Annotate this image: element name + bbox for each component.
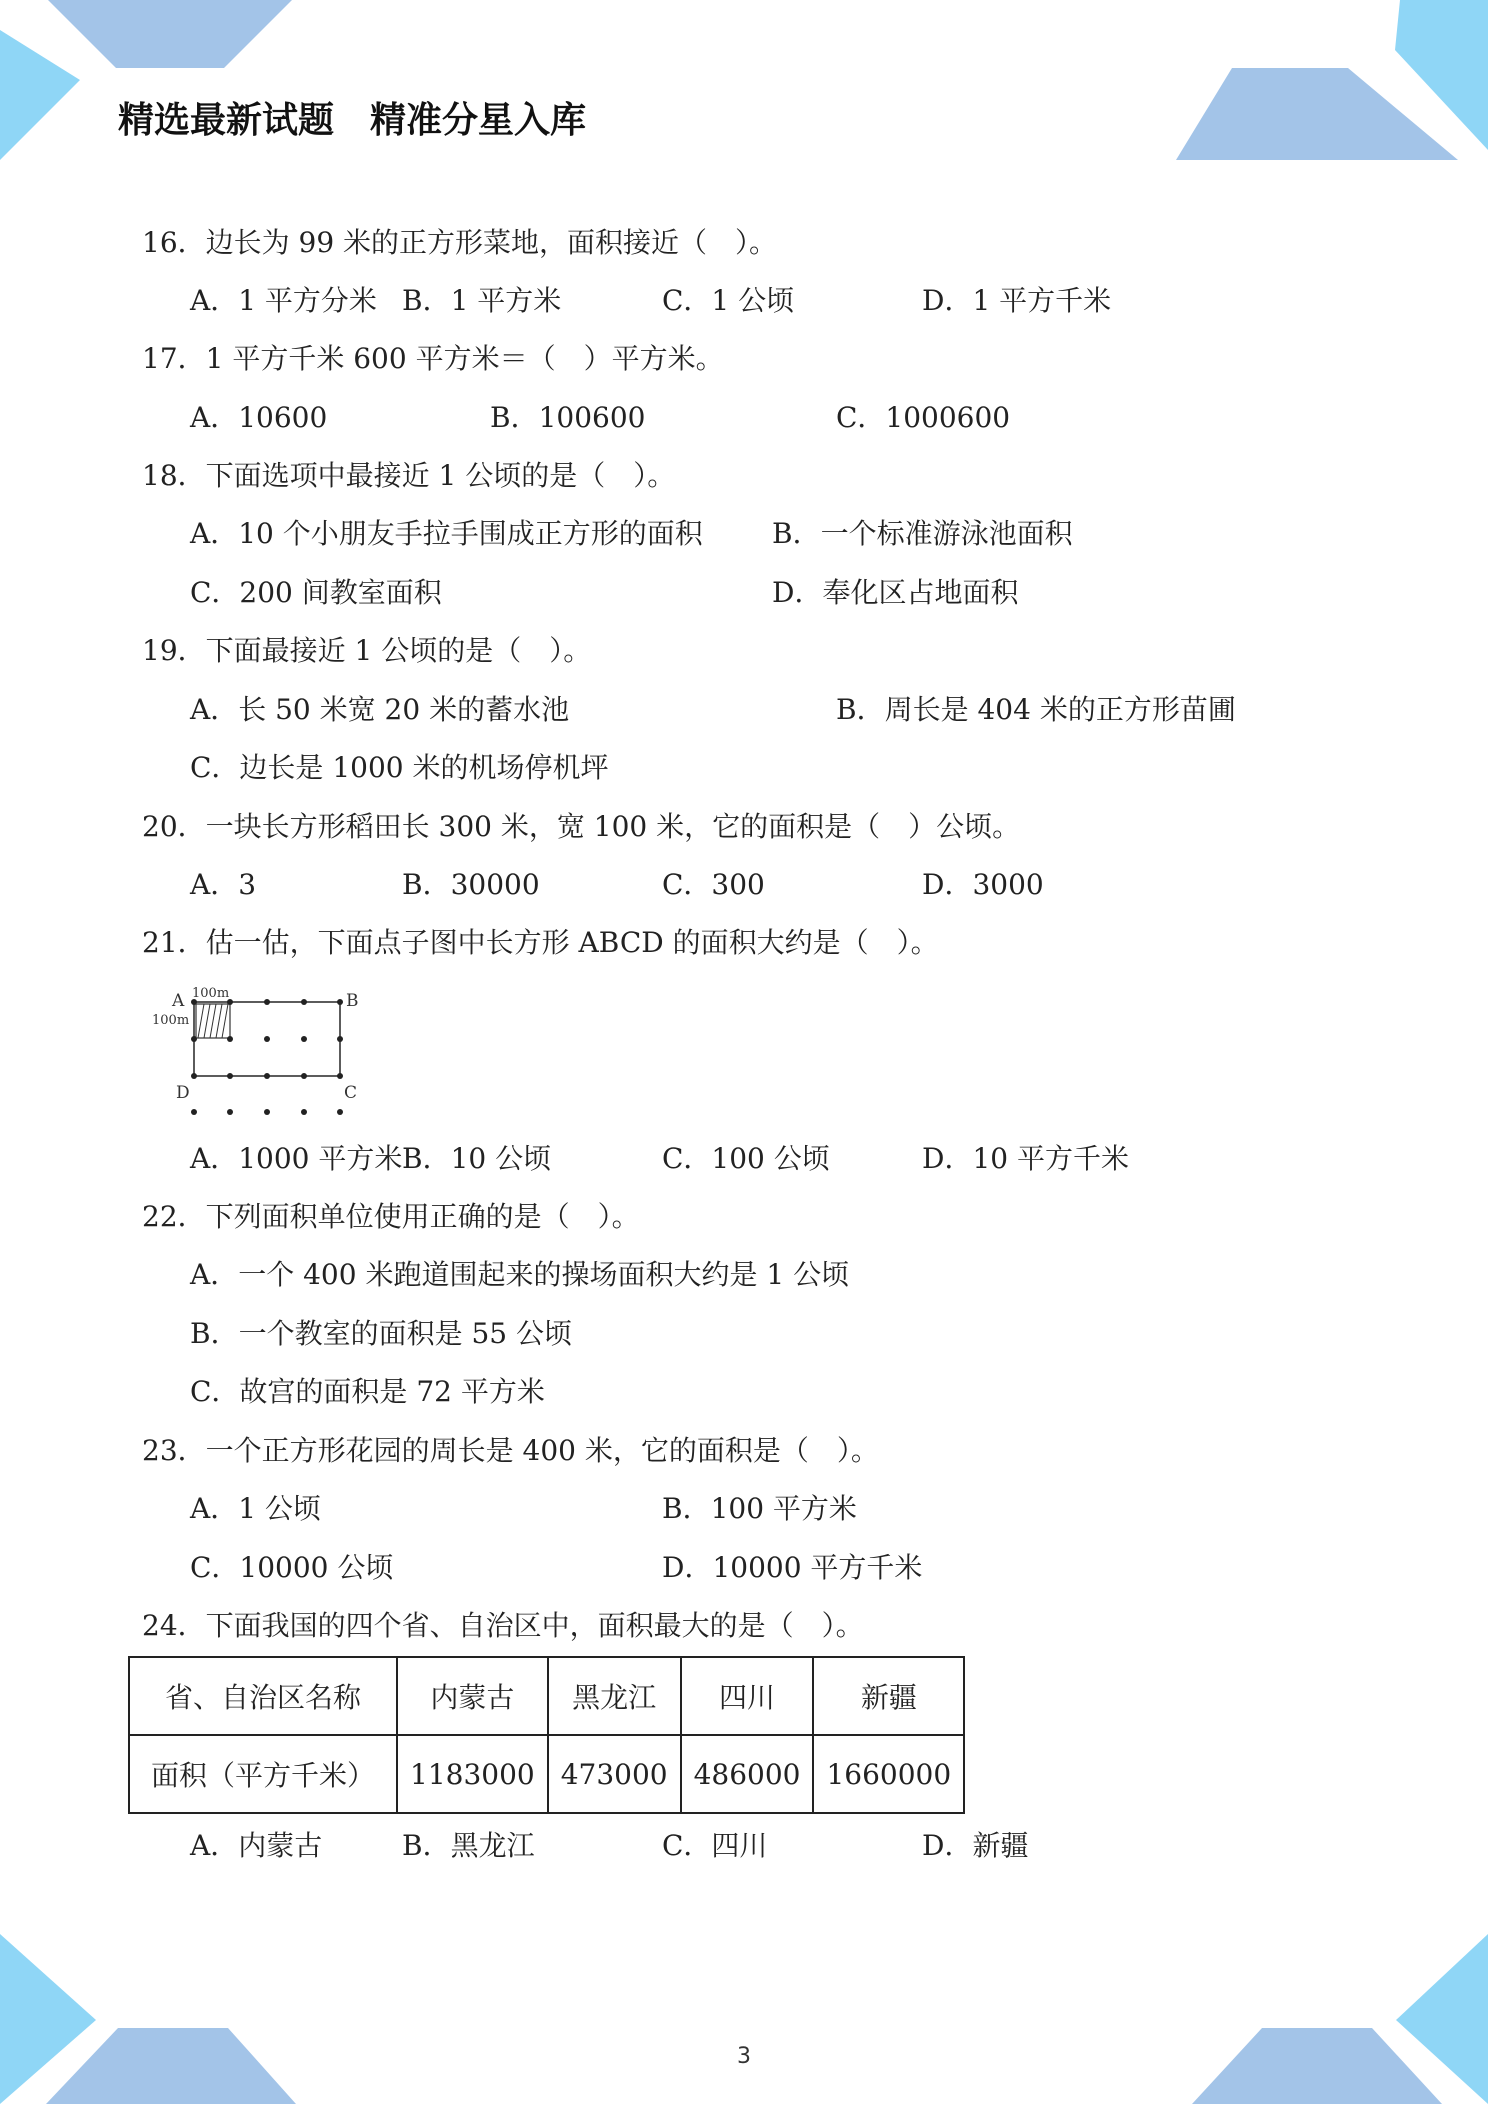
q23-option-c: C．10000 公顷 (190, 1551, 394, 1584)
q24-option-d: D．新疆 (922, 1829, 1029, 1862)
q17-option-a: A．10600 (190, 401, 328, 434)
q24-option-c: C．四川 (662, 1829, 768, 1862)
question-22: 22．下列面积单位使用正确的是（ ）。 (142, 1200, 640, 1233)
q20-option-a: A．3 (190, 868, 257, 901)
q19-option-a: A．长 50 米宽 20 米的蓄水池 (190, 693, 570, 726)
question-23: 23．一个正方形花园的周长是 400 米，它的面积是（ ）。 (142, 1434, 879, 1467)
question-20: 20．一块长方形稻田长 300 米，宽 100 米，它的面积是（ ）公顷。 (142, 810, 1021, 843)
table-cell: 新疆 (813, 1657, 964, 1735)
trapezoid-top-right (1176, 68, 1458, 160)
label-b: B (346, 991, 359, 1011)
unit-square-hatching (198, 1004, 228, 1038)
question-21: 21．估一估，下面点子图中长方形 ABCD 的面积大约是（ ）。 (142, 926, 939, 959)
q18-option-d: D．奉化区占地面积 (772, 576, 1019, 609)
table-cell: 内蒙古 (397, 1657, 548, 1735)
q21-option-c: C．100 公顷 (662, 1142, 830, 1175)
label-a: A (172, 991, 185, 1011)
q23-option-a: A．1 公顷 (190, 1492, 321, 1525)
question-19: 19．下面最接近 1 公顷的是（ ）。 (142, 634, 592, 667)
q21-option-d: D．10 平方千米 (922, 1142, 1129, 1175)
table-cell: 省、自治区名称 (129, 1657, 397, 1735)
q21-option-a: A．1000 平方米 (190, 1142, 403, 1175)
table-cell: 面积（平方千米） (129, 1735, 397, 1813)
table-cell: 1183000 (397, 1735, 548, 1813)
q16-option-d: D．1 平方千米 (922, 284, 1112, 317)
q18-option-c: C．200 间教室面积 (190, 576, 442, 609)
q22-option-a: A．一个 400 米跑道围起来的操场面积大约是 1 公顷 (190, 1258, 850, 1291)
table-header-row (129, 1657, 964, 1735)
q17-option-b: B．100600 (490, 401, 646, 434)
q18-option-b: B．一个标准游泳池面积 (772, 517, 1073, 550)
q20-option-b: B．30000 (402, 868, 540, 901)
question-18: 18．下面选项中最接近 1 公顷的是（ ）。 (142, 459, 676, 492)
label-d: D (176, 1083, 190, 1103)
q19-option-c: C．边长是 1000 米的机场停机坪 (190, 751, 609, 784)
q16-option-a: A．1 平方分米 (190, 284, 377, 317)
q22-option-b: B．一个教室的面积是 55 公顷 (190, 1317, 573, 1350)
area-table (128, 1656, 965, 1814)
question-16: 16．边长为 99 米的正方形菜地，面积接近（ ）。 (142, 226, 778, 259)
label-left-100m: 100m (152, 1013, 190, 1028)
q24-option-b: B．黑龙江 (402, 1829, 535, 1862)
q19-option-b: B．周长是 404 米的正方形苗圃 (836, 693, 1236, 726)
table-cell: 1660000 (813, 1735, 964, 1813)
q16-option-c: C．1 公顷 (662, 284, 795, 317)
question-17: 17．1 平方千米 600 平方米＝（ ）平方米。 (142, 342, 724, 375)
header-title: 精选最新试题 精准分星入库 (118, 100, 587, 141)
q24-option-a: A．内蒙古 (190, 1829, 323, 1862)
label-c: C (344, 1083, 358, 1103)
table-cell: 四川 (681, 1657, 814, 1735)
trapezoid-top-left (48, 0, 292, 68)
q21-option-b: B．10 公顷 (402, 1142, 552, 1175)
table-cell: 黑龙江 (548, 1657, 681, 1735)
q20-option-d: D．3000 (922, 868, 1044, 901)
question-24: 24．下面我国的四个省、自治区中，面积最大的是（ ）。 (142, 1609, 864, 1642)
table-cell: 473000 (548, 1735, 681, 1813)
q23-option-d: D．10000 平方千米 (662, 1551, 923, 1584)
table-row (129, 1735, 964, 1813)
q22-option-c: C．故宫的面积是 72 平方米 (190, 1375, 545, 1408)
q20-option-c: C．300 (662, 868, 765, 901)
page-number: 3 (737, 2044, 751, 2069)
dot-grid-figure (150, 984, 370, 1118)
q18-option-a: A．10 个小朋友手拉手围成正方形的面积 (190, 517, 703, 550)
corner-triangle-top-left (0, 30, 80, 160)
q17-option-c: C．1000600 (836, 401, 1011, 434)
q16-option-b: B．1 平方米 (402, 284, 562, 317)
label-top-100m: 100m (192, 986, 230, 1001)
q23-option-b: B．100 平方米 (662, 1492, 857, 1525)
table-cell: 486000 (681, 1735, 814, 1813)
